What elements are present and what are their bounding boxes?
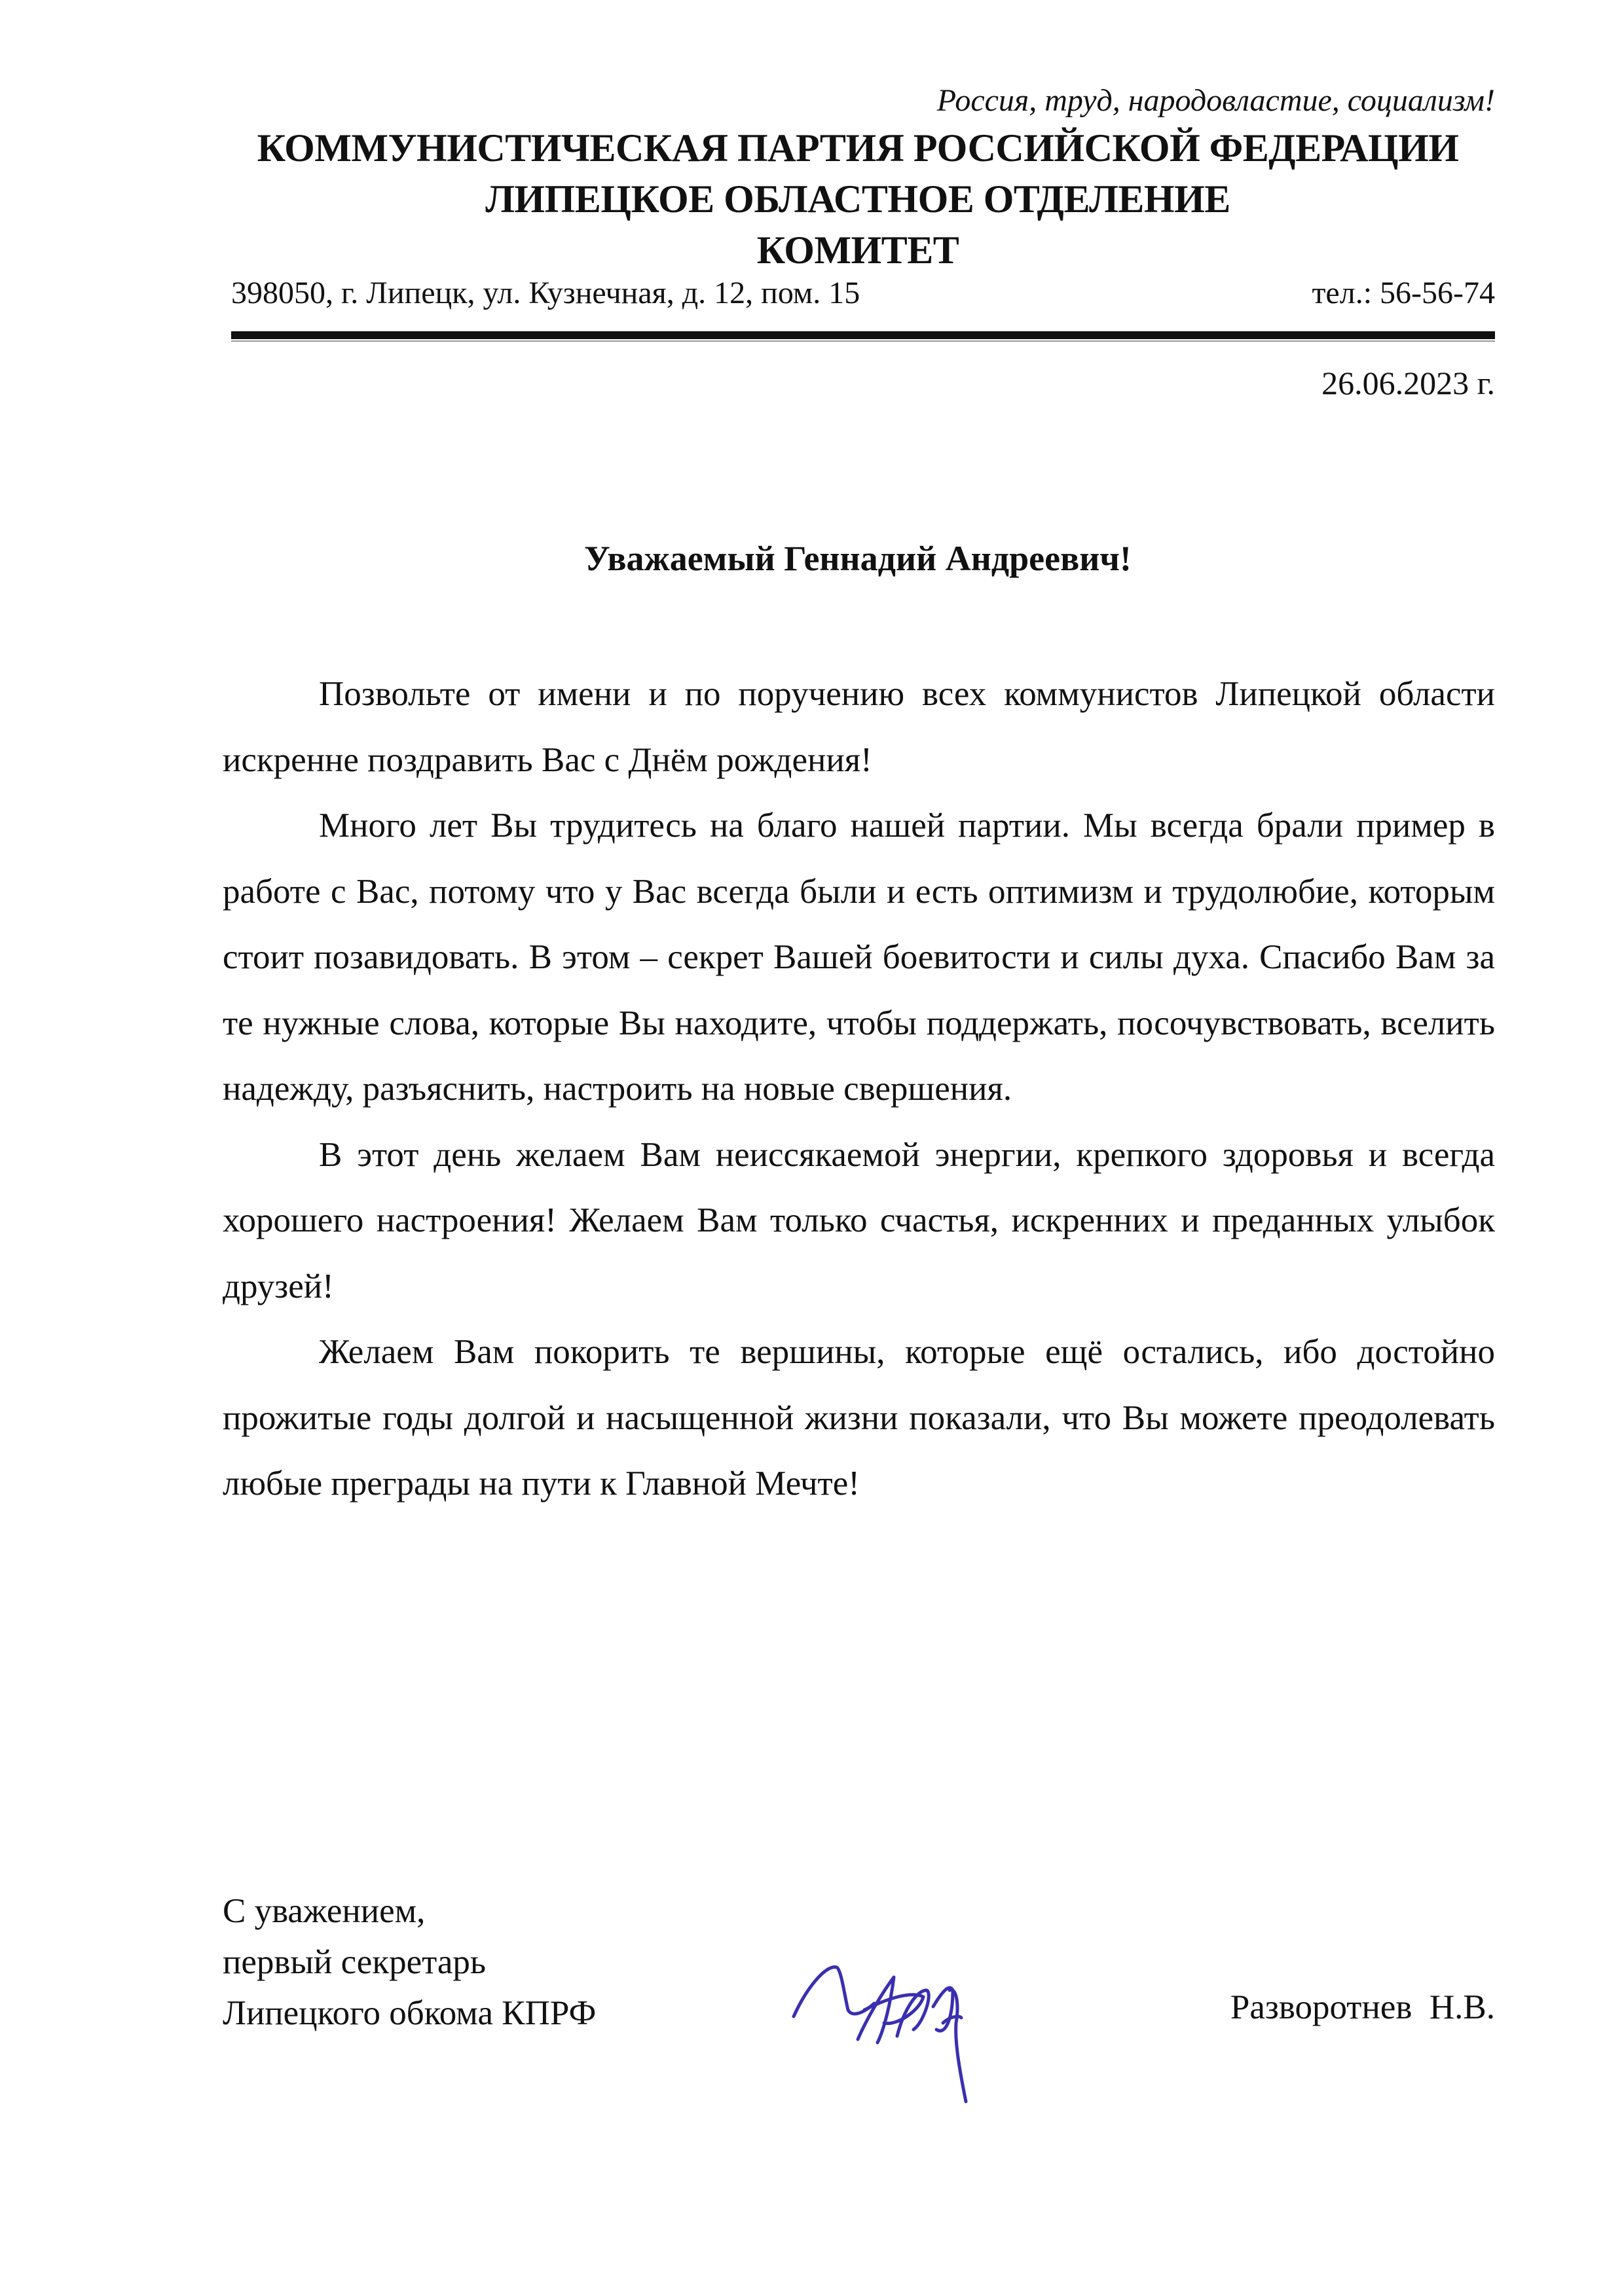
org-branch: ЛИПЕЦКОЕ ОБЛАСТНОЕ ОТДЕЛЕНИЕ bbox=[485, 177, 1230, 221]
header-divider-thin bbox=[231, 340, 1495, 342]
signatory-name: Разворотнев Н.В. bbox=[1230, 1988, 1495, 2026]
paragraph: Много лет Вы трудитесь на благо нашей партии. Мы всегда брали пример в работе с Вас, потому что у Вас всегда были и есть оптимизм и трудолюбие, которым стоит позавидовать. В этом – секрет Вашей боевитости и силы духа. Спасибо Вам за те нужные слова, которые Вы находите, чтобы поддержать, посочувствовать, вселить надежду, разъяснить, настроить на новые свершения. bbox=[223, 807, 1495, 1108]
address: 398050, г. Липецк, ул. Кузнечная, д. 12, пом. 15 bbox=[231, 276, 860, 310]
letter-date: 26.06.2023 г. bbox=[1321, 365, 1495, 401]
letter-body bbox=[223, 661, 1495, 1517]
party-motto: Россия, труд, народовластие, социализм! bbox=[936, 83, 1495, 118]
handwritten-signature bbox=[786, 1964, 1087, 2108]
paragraph: Позвольте от имени и по поручению всех коммунистов Липецкой области искренне поздравить Вас с Днём рождения! bbox=[223, 675, 1495, 779]
paragraph: Желаем Вам покорить те вершины, которые ещё остались, ибо достойно прожитые годы долгой и насыщенной жизни показали, что Вы можете преодолевать любые преграды на пути к Главной Мечте! bbox=[223, 1333, 1495, 1503]
closing-phrase: С уважением, bbox=[223, 1892, 426, 1930]
signatory-org: Липецкого обкома КПРФ bbox=[223, 1994, 597, 2032]
header-divider bbox=[231, 331, 1495, 339]
salutation: Уважаемый Геннадий Андреевич! bbox=[584, 539, 1132, 578]
signatory-title: первый секретарь bbox=[223, 1943, 487, 1981]
closing-block bbox=[223, 1886, 596, 2039]
phone: тел.: 56-56-74 bbox=[1312, 276, 1495, 310]
org-committee: КОМИТЕТ bbox=[756, 228, 959, 272]
paragraph: В этот день желаем Вам неиссякаемой энергии, крепкого здоровья и всегда хорошего настроения! Желаем Вам только счастья, искренних и преданных улыбок друзей! bbox=[223, 1135, 1495, 1305]
org-name: КОММУНИСТИЧЕСКАЯ ПАРТИЯ РОССИЙСКОЙ ФЕДЕРАЦИИ bbox=[257, 126, 1459, 170]
